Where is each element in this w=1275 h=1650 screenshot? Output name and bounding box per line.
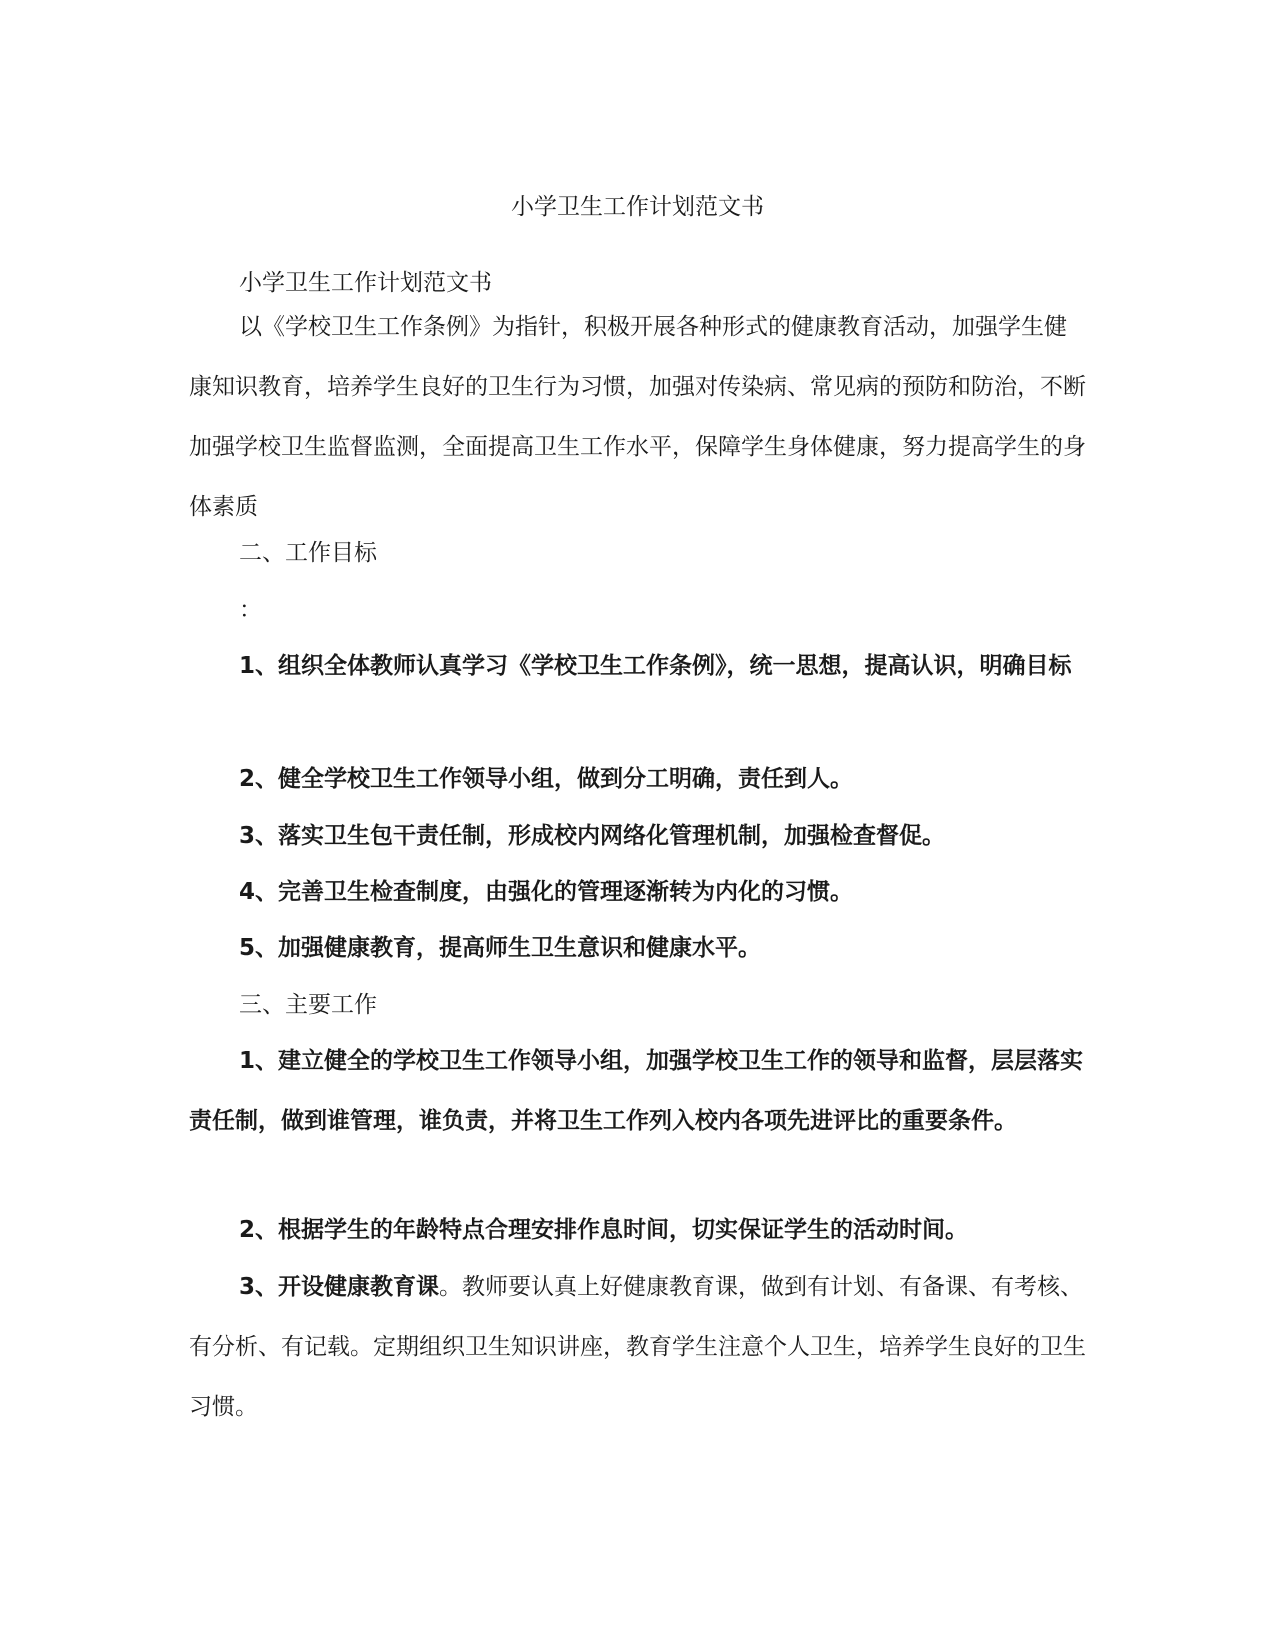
intro-paragraph: 以《学校卫生工作条例》为指针，积极开展各种形式的健康教育活动，加强学生健康知识教育，培养学生良好的卫生行为习惯，加强对传染病、常见病的预防和防治，不断加强学校卫生监督监测，全面提高卫生工作水平，保障学生身体健康，努力提高学生的身体素质 [189, 314, 1086, 520]
document-title: 小学卫生工作计划范文书 [511, 194, 764, 220]
goal-item-4: 4、完善卫生检查制度，由强化的管理逐渐转为内化的习惯。 [239, 879, 854, 905]
work-item-1: 1、建立健全的学校卫生工作领导小组，加强学校卫生工作的领导和监督，层层落实责任制，做到谁管理，谁负责，并将卫生工作列入校内各项先进评比的重要条件。 [189, 1048, 1084, 1134]
goal-item-5: 5、加强健康教育，提高师生卫生意识和健康水平。 [239, 935, 762, 961]
goal-item-2: 2、健全学校卫生工作领导小组，做到分工明确，责任到人。 [239, 766, 854, 792]
work-item-3 [189, 1257, 1089, 1437]
section-heading-goals: 二、工作目标 [239, 540, 377, 566]
goal-item-1: 1、组织全体教师认真学习《学校卫生工作条例》，统一思想，提高认识，明确目标 [239, 653, 1072, 679]
work-item-3-lead: 3、开设健康教育课 [239, 1274, 440, 1300]
document-subtitle: 小学卫生工作计划范文书 [239, 270, 492, 296]
work-item-2: 2、根据学生的年龄特点合理安排作息时间，切实保证学生的活动时间。 [239, 1217, 969, 1243]
section-heading-main-work: 三、主要工作 [239, 992, 377, 1018]
colon-line: ： [239, 597, 262, 623]
work-item-3-body: 。教师要认真上好健康教育课，做到有计划、有备课、有考核、有分析、有记载。定期组织卫生知识讲座，教育学生注意个人卫生，培养学生良好的卫生习惯。 [189, 1274, 1086, 1420]
goal-item-3: 3、落实卫生包干责任制，形成校内网络化管理机制，加强检查督促。 [239, 823, 946, 849]
